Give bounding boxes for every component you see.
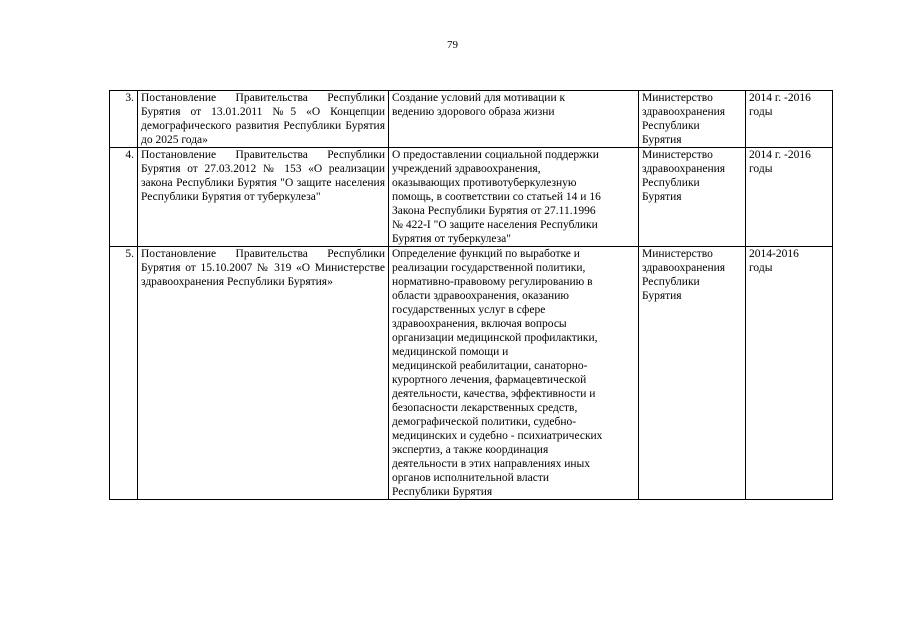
period-cell: 2014 г. -2016 годы	[746, 148, 833, 247]
table-row	[110, 148, 833, 247]
table-row	[110, 91, 833, 148]
description-cell: О предоставлении социальной поддержки учреждений здравоохранения, оказывающих противотуберкулезную помощь, в соответствии со статьей 14 и 16 Закона Республики Бурятия от 27.11.1996 № 422-I "О защите населения Республики Бурятия от туберкулеза"	[389, 148, 639, 247]
row-number: 4.	[110, 148, 138, 247]
description-cell: Создание условий для мотивации к ведению здорового образа жизни	[389, 91, 639, 148]
document-cell: Постановление Правительства Республики Бурятия от 15.10.2007 № 319 «О Министерстве здравоохранения Республики Бурятия»	[138, 247, 389, 500]
executor-cell: Министерство здравоохранения Республики Бурятия	[639, 91, 746, 148]
page-number: 79	[447, 39, 458, 51]
period-cell: 2014-2016 годы	[746, 247, 833, 500]
document-cell: Постановление Правительства Республики Бурятия от 27.03.2012 № 153 «О реализации закона Республики Бурятия "О защите населения Республики Бурятия от туберкулеза"	[138, 148, 389, 247]
description-cell: Определение функций по выработке и реализации государственной политики, нормативно-правовому регулированию в области здравоохранения, оказанию государственных услуг в сфере здравоохранения, включая вопросы организации медицинской профилактики, медицинской помощи и медицинской реабилитации, санаторно- курортного лечения, фармацевтической деятельности, качества, эффективности и безопасности лекарственных средств, демографической политики, судебно- медицинских и судебно - психиатрических экспертиз, а также координация деятельности в этих направлениях иных органов исполнительной власти Республики Бурятия	[389, 247, 639, 500]
executor-cell: Министерство здравоохранения Республики Бурятия	[639, 247, 746, 500]
document-cell: Постановление Правительства Республики Бурятия от 13.01.2011 №5 «О Концепции демографического развития Республики Бурятия до 2025 года»	[138, 91, 389, 148]
period-cell: 2014 г. -2016 годы	[746, 91, 833, 148]
document-table	[109, 90, 833, 500]
row-number: 5.	[110, 247, 138, 500]
row-number: 3.	[110, 91, 138, 148]
executor-cell: Министерство здравоохранения Республики Бурятия	[639, 148, 746, 247]
table-row	[110, 247, 833, 500]
